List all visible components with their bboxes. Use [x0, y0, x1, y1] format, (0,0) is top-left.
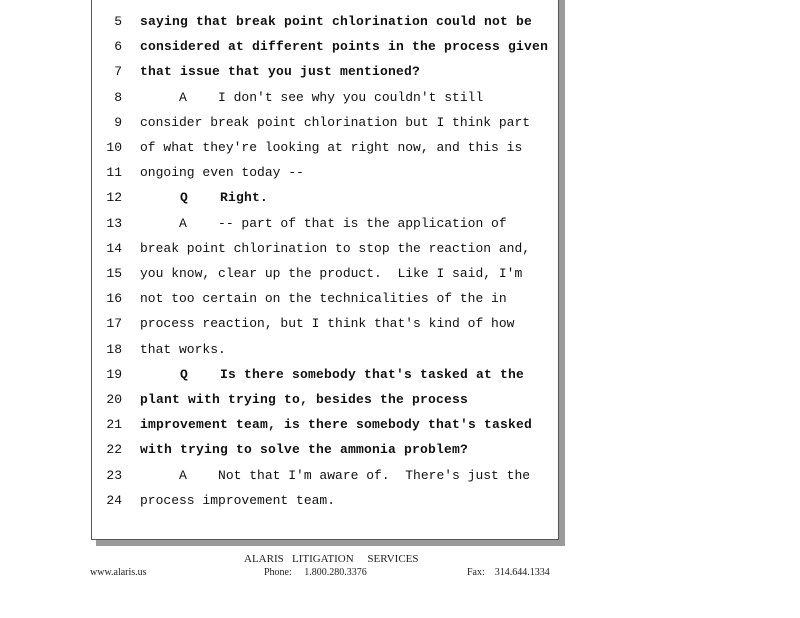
- transcript-line: [92, 9, 552, 34]
- transcript-line: [92, 437, 552, 462]
- transcript-line: [92, 311, 552, 336]
- transcript-line: [92, 34, 552, 59]
- line-number: 10: [106, 140, 122, 155]
- footer-phone: Phone: 1.800.280.3376: [264, 567, 367, 578]
- line-text: saying that break point chlorination could not be: [140, 14, 533, 29]
- line-number: 6: [114, 39, 122, 55]
- transcript-line: [92, 236, 552, 261]
- transcript-line: [92, 387, 552, 412]
- line-number: 24: [106, 492, 122, 508]
- transcript-line: [92, 110, 552, 135]
- line-number: 13: [106, 215, 122, 231]
- line-text: that works.: [140, 341, 226, 357]
- line-text: you know, clear up the product. Like I said, I'm: [140, 266, 523, 281]
- line-number: 9: [114, 114, 122, 130]
- line-number: 16: [106, 291, 122, 307]
- line-text: A -- part of that is the application of: [140, 215, 507, 231]
- line-number: 21: [106, 417, 122, 433]
- line-text: Q Right.: [140, 190, 269, 206]
- line-number: 14: [106, 240, 122, 256]
- line-text: Q Is there somebody that's tasked at the: [140, 366, 525, 382]
- transcript-line: [92, 160, 552, 185]
- line-text: break point chlorination to stop the reaction and,: [140, 240, 531, 256]
- transcript-line: [92, 85, 552, 110]
- line-number: 23: [106, 467, 122, 483]
- line-text: with trying to solve the ammonia problem?: [140, 442, 469, 458]
- line-text: improvement team, is there somebody that's tasked: [140, 417, 533, 433]
- line-number: 22: [106, 442, 122, 458]
- transcript-line: [92, 463, 552, 488]
- transcript-line: [92, 185, 552, 210]
- transcript-line: [92, 59, 552, 84]
- line-number: 11: [106, 165, 122, 181]
- transcript-line: [92, 412, 552, 437]
- line-number: 18: [106, 341, 122, 357]
- line-text: of what they're looking at right now, and this is: [140, 140, 523, 155]
- transcript-line: [92, 211, 552, 236]
- footer-company: ALARIS LITIGATION SERVICES: [244, 553, 419, 565]
- line-text: not too certain on the technicalities of the in: [140, 291, 507, 307]
- footer-fax: Fax: 314.644.1334: [467, 567, 550, 578]
- transcript-line: [92, 261, 552, 286]
- line-text: considered at different points in the process given: [140, 39, 549, 55]
- line-text: plant with trying to, besides the process: [140, 392, 469, 407]
- line-text: that issue that you just mentioned?: [140, 64, 421, 80]
- line-text: A I don't see why you couldn't still: [140, 89, 484, 105]
- transcript-line: [92, 488, 552, 513]
- line-number: 20: [106, 392, 122, 407]
- transcript-line: [92, 362, 552, 387]
- line-text: ongoing even today --: [140, 165, 304, 181]
- line-number: 12: [106, 190, 122, 206]
- line-number: 17: [106, 316, 122, 332]
- line-text: process reaction, but I think that's kind of how: [140, 316, 515, 332]
- footer-website[interactable]: www.alaris.us: [90, 567, 147, 578]
- line-number: 8: [114, 89, 122, 105]
- line-text: consider break point chlorination but I think part: [140, 114, 531, 130]
- line-number: 15: [106, 266, 122, 281]
- transcript-page: [91, 0, 559, 540]
- transcript-line: [92, 135, 552, 160]
- line-number: 7: [114, 64, 122, 80]
- line-number: 19: [106, 366, 122, 382]
- line-text: A Not that I'm aware of. There's just the: [140, 467, 531, 483]
- line-text: process improvement team.: [140, 492, 336, 508]
- line-number: 5: [114, 14, 122, 29]
- transcript-line: [92, 286, 552, 311]
- transcript-line: [92, 337, 552, 362]
